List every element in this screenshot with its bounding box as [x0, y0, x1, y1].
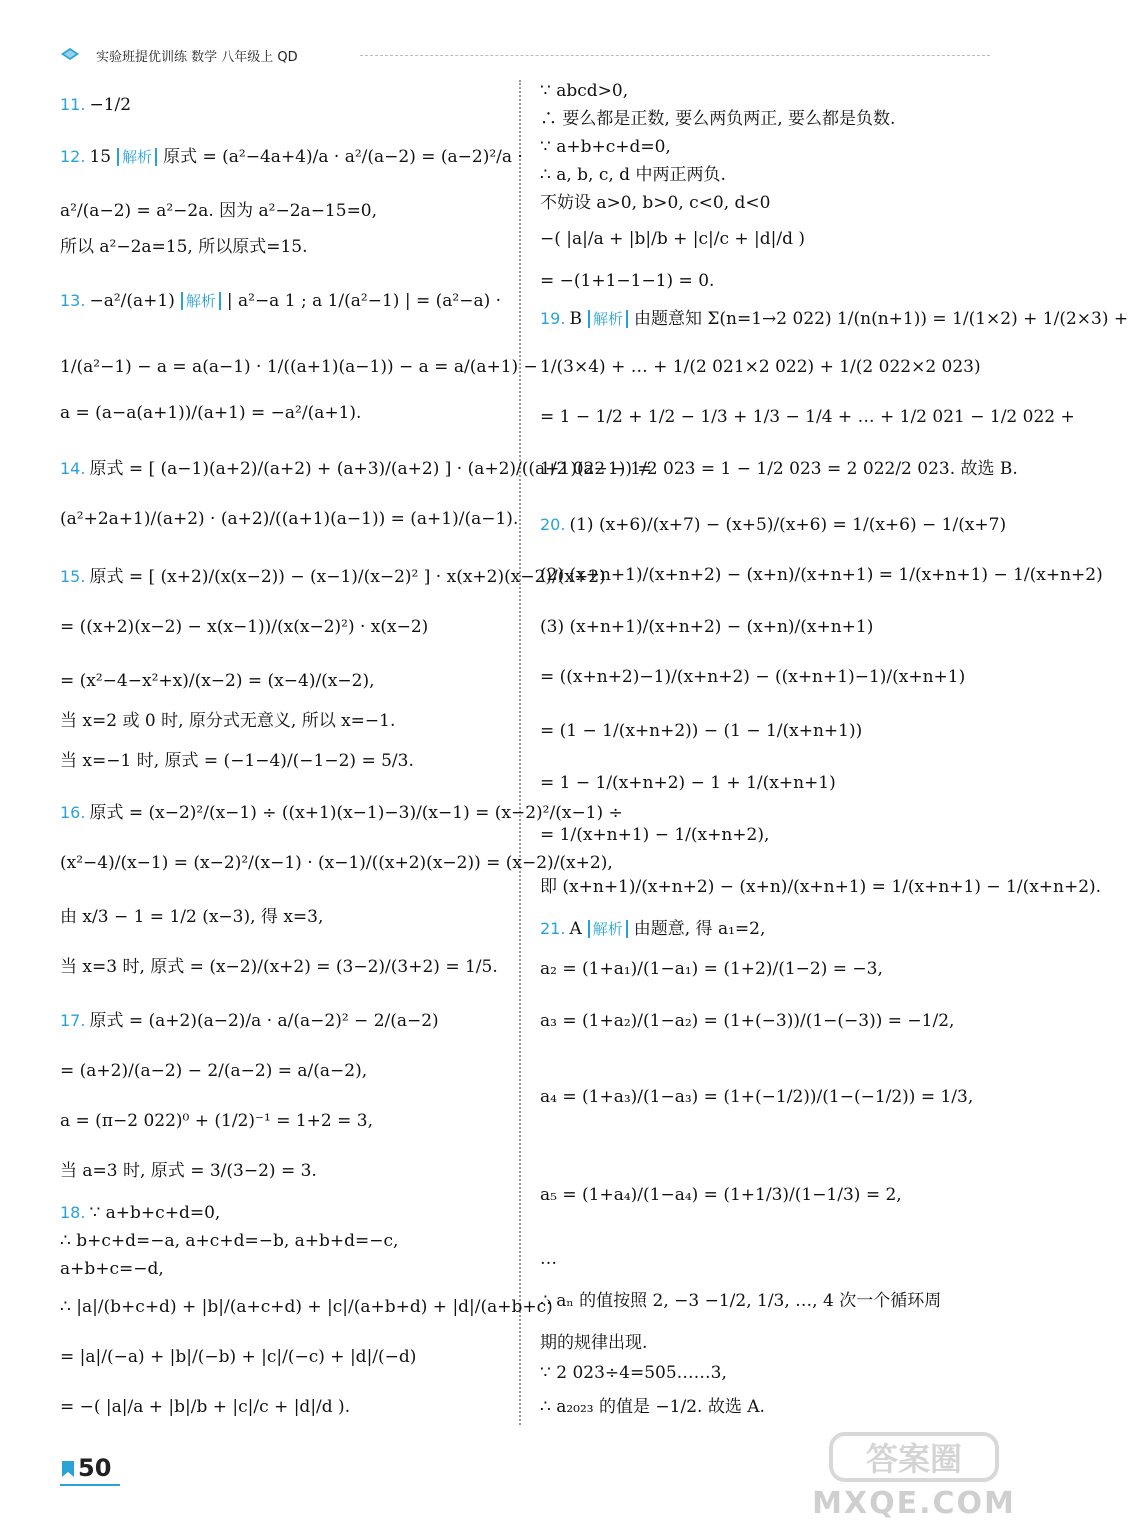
question-number: 19. — [540, 309, 566, 328]
answer-choice: B — [569, 309, 582, 329]
answer-line — [540, 772, 836, 794]
answer-text: a₂ = (1+a₁)/(1−a₁) = (1+2)/(1−2) = −3, — [540, 959, 883, 979]
answer-line — [540, 458, 1018, 480]
header-title: 实验班提优训练 数学 八年级上 QD — [96, 50, 298, 65]
answer-line — [60, 1296, 553, 1318]
answer-line — [60, 1202, 220, 1224]
question-number: 11. — [60, 95, 86, 114]
answer-text: 期的规律出现. — [540, 1333, 648, 1353]
watermark — [809, 1430, 1019, 1526]
answer-line — [60, 290, 501, 312]
answer-text: 当 x=2 或 0 时, 原分式无意义, 所以 x=−1. — [60, 711, 396, 731]
answer-choice: 15 — [89, 147, 112, 167]
answer-line — [540, 1396, 765, 1418]
answer-text: 所以 a²−2a=15, 所以原式=15. — [60, 237, 308, 257]
answer-line — [60, 508, 518, 530]
answer-text: −( |a|/a + |b|/b + |c|/c + |d|/d ) — [540, 229, 806, 249]
header-rule — [360, 55, 990, 56]
question-number: 12. — [60, 147, 86, 166]
answer-text: (1) (x+6)/(x+7) − (x+5)/(x+6) = 1/(x+6) − 1/(x+7) — [569, 515, 1007, 535]
answer-line — [540, 406, 1075, 428]
page-marker-icon — [60, 1459, 76, 1479]
answer-text: (x²−4)/(x−1) = (x−2)²/(x−1) · (x−1)/((x+2)(x−2)) = (x−2)/(x+2), — [60, 853, 613, 873]
answer-text: 当 x=−1 时, 原式 = (−1−4)/(−1−2) = 5/3. — [60, 751, 414, 771]
answer-text: = (a+2)/(a−2) − 2/(a−2) = a/(a−2), — [60, 1061, 368, 1081]
analysis-tag: 解析 — [181, 292, 221, 310]
answer-text: = ((x+2)(x−2) − x(x−1))/(x(x−2)²) · x(x−2) — [60, 617, 429, 637]
answer-line — [540, 270, 714, 292]
column-divider — [519, 80, 521, 1425]
answer-line — [540, 616, 873, 638]
answer-text: 当 a=3 时, 原式 = 3/(3−2) = 3. — [60, 1161, 317, 1181]
answer-line — [540, 564, 1103, 586]
answer-line — [540, 876, 1101, 898]
question-number: 16. — [60, 803, 86, 822]
answer-line — [60, 146, 523, 168]
answer-line — [60, 566, 606, 588]
answer-line — [60, 236, 308, 258]
answer-line — [540, 958, 883, 980]
answer-choice: A — [569, 919, 582, 939]
answer-line — [60, 852, 613, 874]
watermark-badge-text: 答案圈 — [865, 1440, 963, 1478]
answer-text: ∴ |a|/(b+c+d) + |b|/(a+c+d) + |c|/(a+b+d) + |d|/(a+b+c) — [60, 1297, 553, 1317]
answer-text: ∴ a, b, c, d 中两正两负. — [540, 165, 726, 185]
answer-line — [60, 1396, 350, 1418]
answer-text: = 1 − 1/2 + 1/2 − 1/3 + 1/3 − 1/4 + … + 1/2 021 − 1/2 022 + — [540, 407, 1075, 427]
page-header — [60, 44, 990, 66]
answer-text: = |a|/(−a) + |b|/(−b) + |c|/(−c) + |d|/(−d) — [60, 1347, 417, 1367]
answer-line — [60, 200, 377, 222]
answer-line — [540, 1332, 647, 1354]
answer-line — [540, 824, 769, 846]
answer-choice: −a²/(a+1) — [89, 291, 175, 311]
watermark-badge-icon — [829, 1430, 999, 1484]
answer-line — [60, 802, 623, 824]
answer-line — [60, 1258, 164, 1280]
answer-text: a₃ = (1+a₂)/(1−a₂) = (1+(−3))/(1−(−3)) = −1/2, — [540, 1011, 955, 1031]
answer-line — [540, 164, 726, 186]
answer-line — [540, 1248, 557, 1270]
answer-line — [540, 1010, 954, 1032]
answer-line — [540, 136, 671, 158]
answer-text: = (1 − 1/(x+n+2)) − (1 − 1/(x+n+1)) — [540, 721, 863, 741]
answer-text: = ((x+n+2)−1)/(x+n+2) − ((x+n+1)−1)/(x+n+1) — [540, 667, 966, 687]
page-number: 50 — [78, 1454, 112, 1482]
footer-rule — [60, 1484, 120, 1486]
analysis-tag: 解析 — [588, 310, 628, 328]
answer-text: 不妨设 a>0, b>0, c<0, d<0 — [540, 193, 771, 213]
answer-text: a²/(a−2) = a²−2a. 因为 a²−2a−15=0, — [60, 201, 378, 221]
answer-text: ∴ aₙ 的值按照 2, −3 −1/2, 1/3, …, 4 次一个循环周 — [540, 1291, 942, 1311]
answer-text: … — [540, 1249, 557, 1269]
answer-text: a = (π−2 022)⁰ + (1/2)⁻¹ = 1+2 = 3, — [60, 1111, 374, 1131]
answer-line — [60, 616, 428, 638]
answer-text: a₅ = (1+a₄)/(1−a₄) = (1+1/3)/(1−1/3) = 2, — [540, 1185, 902, 1205]
question-number: 20. — [540, 515, 566, 534]
answer-text: 由 x/3 − 1 = 1/2 (x−3), 得 x=3, — [60, 907, 324, 927]
answer-text: | a²−a 1 ; a 1/(a²−1) | = (a²−a) · — [226, 291, 502, 311]
answer-line — [540, 356, 981, 378]
answer-line — [60, 1060, 367, 1082]
answer-line — [60, 710, 395, 732]
answer-line — [540, 80, 628, 102]
answer-text: −1/2 — [89, 95, 132, 115]
answer-text: (a²+2a+1)/(a+2) · (a+2)/((a+1)(a−1)) = (a+1)/(a−1). — [60, 509, 519, 529]
answer-line — [540, 192, 771, 214]
answer-text: a₄ = (1+a₃)/(1−a₃) = (1+(−1/2))/(1−(−1/2)) = 1/3, — [540, 1087, 974, 1107]
answer-text: 由题意, 得 a₁=2, — [633, 919, 766, 939]
answer-text: = −(1+1−1−1) = 0. — [540, 271, 715, 291]
answer-text: = −( |a|/a + |b|/b + |c|/c + |d|/d ). — [60, 1397, 351, 1417]
answer-text: ∴ a₂₀₂₃ 的值是 −1/2. 故选 A. — [540, 1397, 765, 1417]
book-logo-icon — [60, 46, 80, 62]
answer-text: ∵ a+b+c+d=0, — [89, 1203, 221, 1223]
answer-line — [540, 1362, 727, 1384]
question-number: 15. — [60, 567, 86, 586]
answer-text: 1/2 022 − 1/2 023 = 1 − 1/2 023 = 2 022/2 023. 故选 B. — [540, 459, 1018, 479]
answer-text: ∴ 要么都是正数, 要么两负两正, 要么都是负数. — [540, 109, 896, 129]
answer-text: 即 (x+n+1)/(x+n+2) − (x+n)/(x+n+1) = 1/(x+n+1) − 1/(x+n+2). — [540, 877, 1102, 897]
answer-text: ∵ 2 023÷4=505……3, — [540, 1363, 727, 1383]
answer-line — [540, 666, 965, 688]
answer-text: = 1/(x+n+1) − 1/(x+n+2), — [540, 825, 770, 845]
question-number: 13. — [60, 291, 86, 310]
answer-line — [60, 670, 375, 692]
answer-text: ∵ a+b+c+d=0, — [540, 137, 671, 157]
answer-text: 原式 = [ (x+2)/(x(x−2)) − (x−1)/(x−2)² ] · x(x+2)(x−2)/(x+2) — [89, 567, 606, 587]
answer-line — [540, 228, 805, 250]
answer-line — [540, 108, 895, 130]
answer-text: 原式 = (a+2)(a−2)/a · a/(a−2)² − 2/(a−2) — [89, 1011, 439, 1031]
answer-text: 由题意知 Σ(n=1→2 022) 1/(n(n+1)) = 1/(1×2) + 1/(2×3) + — [633, 309, 1128, 329]
answer-text: (2) (x+n+1)/(x+n+2) − (x+n)/(x+n+1) = 1/(x+n+1) − 1/(x+n+2) — [540, 565, 1103, 585]
answer-line — [540, 720, 862, 742]
answer-line — [540, 1184, 902, 1206]
answer-text: = 1 − 1/(x+n+2) − 1 + 1/(x+n+1) — [540, 773, 836, 793]
answer-line — [540, 514, 1006, 536]
answer-line — [60, 1346, 416, 1368]
answer-line — [60, 1230, 398, 1252]
answer-line — [60, 956, 498, 978]
answer-text: 原式 = (a²−4a+4)/a · a²/(a−2) = (a−2)²/a · — [163, 147, 523, 167]
question-number: 17. — [60, 1011, 86, 1030]
question-number: 14. — [60, 459, 86, 478]
analysis-tag: 解析 — [588, 920, 628, 938]
question-number: 18. — [60, 1203, 86, 1222]
answer-text: (3) (x+n+1)/(x+n+2) − (x+n)/(x+n+1) — [540, 617, 874, 637]
analysis-tag: 解析 — [117, 148, 157, 166]
answer-line — [540, 1290, 941, 1312]
answer-line — [60, 1160, 317, 1182]
answer-line — [60, 402, 361, 424]
answer-line — [60, 906, 323, 928]
answer-text: ∵ abcd>0, — [540, 81, 629, 101]
answer-line — [60, 1010, 439, 1032]
answer-line — [60, 750, 414, 772]
answer-text: = (x²−4−x²+x)/(x−2) = (x−4)/(x−2), — [60, 671, 375, 691]
answer-line — [60, 356, 538, 378]
answer-line — [60, 94, 131, 116]
answer-text: 当 x=3 时, 原式 = (x−2)/(x+2) = (3−2)/(3+2) = 1/5. — [60, 957, 498, 977]
answer-text: 1/(a²−1) − a = a(a−1) · 1/((a+1)(a−1)) − a = a/(a+1) − — [60, 357, 538, 377]
answer-line — [540, 918, 765, 940]
answer-line — [540, 308, 1128, 330]
answer-text: a = (a−a(a+1))/(a+1) = −a²/(a+1). — [60, 403, 362, 423]
answer-text: 原式 = [ (a−1)(a+2)/(a+2) + (a+3)/(a+2) ] · (a+2)/((a+1)(a−1)) = — [89, 459, 652, 479]
answer-line — [540, 1086, 973, 1108]
answer-text: 1/(3×4) + … + 1/(2 021×2 022) + 1/(2 022×2 023) — [540, 357, 981, 377]
question-number: 21. — [540, 919, 566, 938]
answer-text: ∴ b+c+d=−a, a+c+d=−b, a+b+d=−c, — [60, 1231, 399, 1251]
answer-line — [60, 1110, 373, 1132]
watermark-text: MXQE.COM — [812, 1486, 1016, 1521]
answer-text: a+b+c=−d, — [60, 1259, 164, 1279]
answer-text: 原式 = (x−2)²/(x−1) ÷ ((x+1)(x−1)−3)/(x−1) = (x−2)²/(x−1) ÷ — [89, 803, 623, 823]
